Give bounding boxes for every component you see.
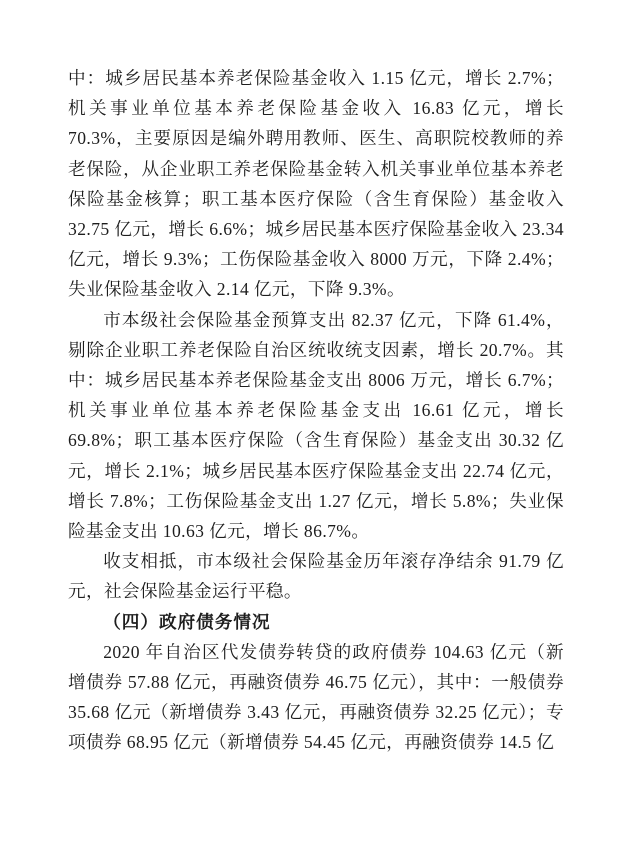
paragraph-social-insurance-expenditure: 市本级社会保险基金预算支出 82.37 亿元，下降 61.4%，剔除企业职工养老保险自治区统收统支因素，增长 20.7%。其中：城乡居民基本养老保险基金支出 8006 万元，增长 6.7%；机关事业单位基本养老保险基金支出 16.61 亿元，增长 69.8%；职工基本医疗保险（含生育保险）基金支出 30.32 亿元，增长 2.1%；城乡居民基本医疗保险基金支出 22.74 亿元，增长 7.8%；工伤保险基金支出 1.27 亿元，增长 5.8%；失业保险基金支出 10.63 亿元，增长 86.7%。: [68, 309, 564, 542]
document-text-block: [68, 63, 564, 758]
paragraph-government-bonds: 2020 年自治区代发债券转贷的政府债券 104.63 亿元（新增债券 57.88 亿元，再融资债券 46.75 亿元），其中：一般债券 35.68 亿元（新增债券 3.43 亿元，再融资债券 32.25 亿元）；专项债券 68.95 亿元（新增债券 54.45 亿元，再融资债券 14.5 亿: [68, 641, 564, 753]
paragraph-social-insurance-income: 中：城乡居民基本养老保险基金收入 1.15 亿元，增长 2.7%；机关事业单位基本养老保险基金收入 16.83 亿元，增长 70.3%，主要原因是编外聘用教师、医生、高职院校教师的养老保险，从企业职工养老保险基金转入机关事业单位基本养老保险基金核算；职工基本医疗保险（含生育保险）基金收入 32.75 亿元，增长 6.6%；城乡居民基本医疗保险基金收入 23.34 亿元，增长 9.3%；工伤保险基金收入 8000 万元，下降 2.4%；失业保险基金收入 2.14 亿元，下降 9.3%。: [68, 68, 564, 300]
section-heading-government-debt: （四）政府债务情况: [103, 611, 271, 632]
paragraph-social-insurance-balance: 收支相抵，市本级社会保险基金历年滚存净结余 91.79 亿元，社会保险基金运行平稳。: [68, 551, 564, 602]
